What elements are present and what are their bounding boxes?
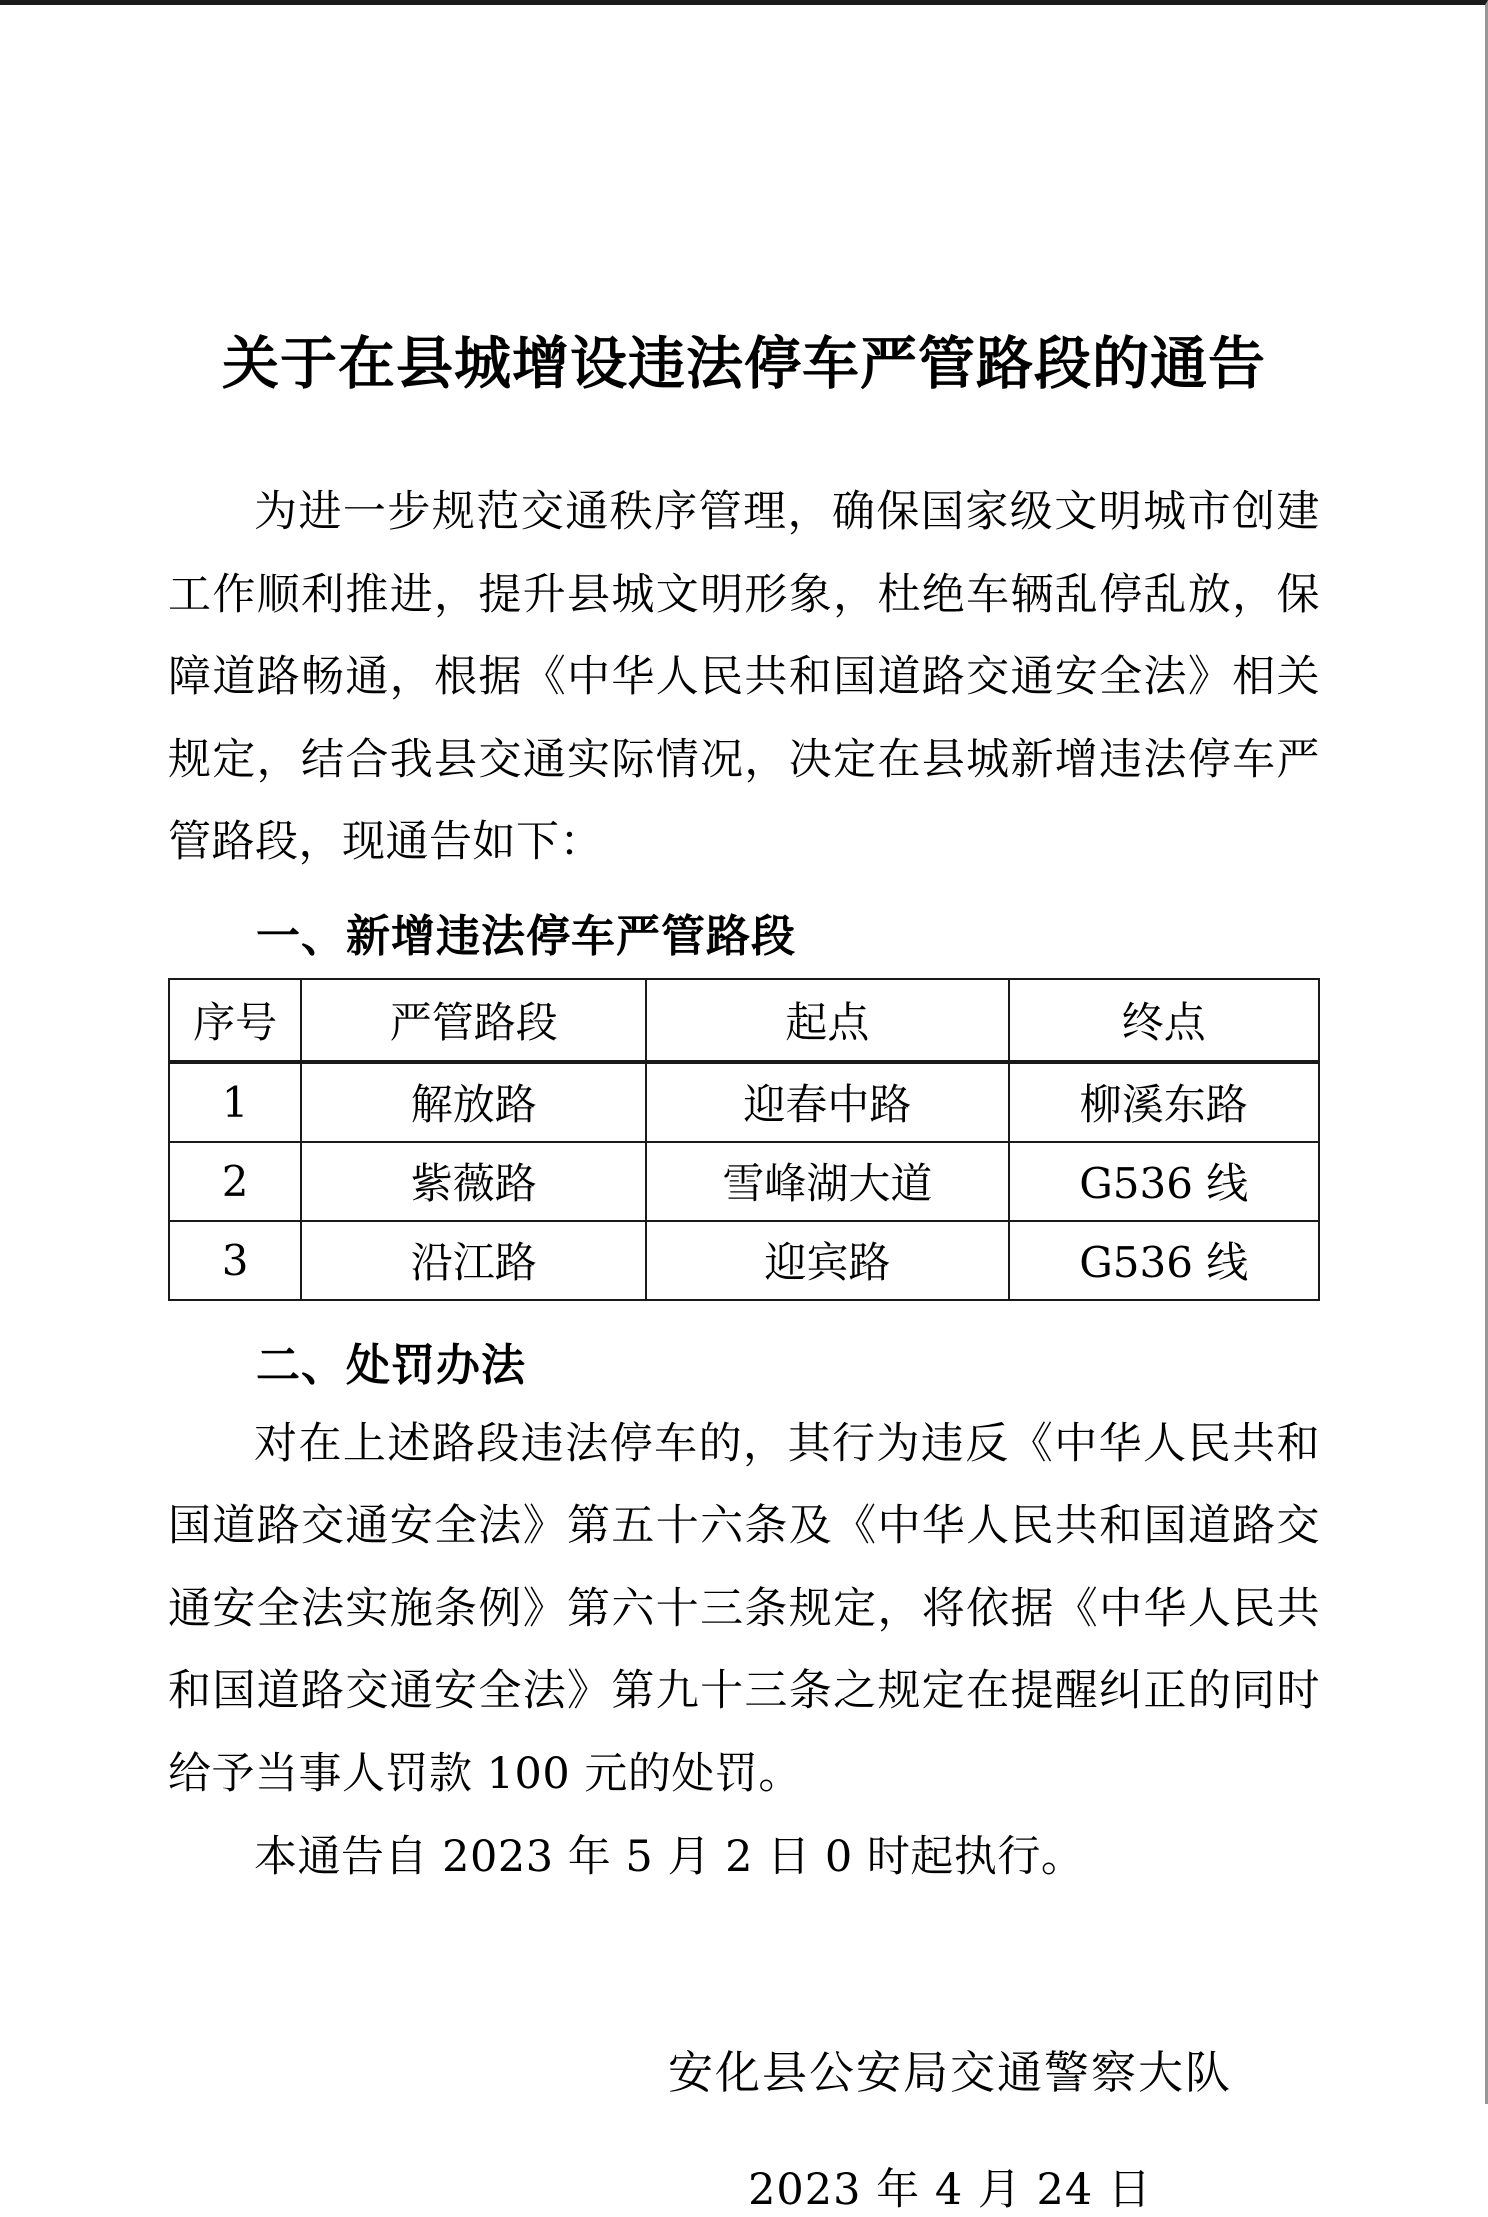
table-cell-index: 3 bbox=[169, 1221, 301, 1300]
penalty-paragraph: 对在上述路段违法停车的，其行为违反《中华人民共和国道路交通安全法》第五十六条及《中华人民共和国道路交通安全法实施条例》第六十三条规定，将依据《中华人民共和国道路交通安全法》第九十三条之规定在提醒纠正的同时给予当事人罚款 100 元的处罚。 bbox=[168, 1418, 1320, 1800]
table-cell-road: 解放路 bbox=[301, 1062, 646, 1142]
signature-block bbox=[668, 2036, 1232, 2217]
table-row bbox=[169, 1142, 1319, 1221]
table-cell-road: 紫薇路 bbox=[301, 1142, 646, 1221]
document-date: 2023 年 4 月 24 日 bbox=[748, 2165, 1152, 2216]
table-cell-end: G536 线 bbox=[1009, 1142, 1320, 1221]
table-row bbox=[169, 1221, 1319, 1300]
table-cell-index: 2 bbox=[169, 1142, 301, 1221]
table-cell-start: 迎春中路 bbox=[646, 1062, 1008, 1142]
table-cell-index: 1 bbox=[169, 1062, 301, 1142]
table-cell-end: G536 线 bbox=[1009, 1221, 1320, 1300]
section-2-heading: 二、处罚办法 bbox=[256, 1339, 526, 1391]
table-header-cell-index: 序号 bbox=[169, 979, 301, 1062]
table-header-cell-end: 终点 bbox=[1009, 979, 1320, 1062]
table-header-row bbox=[169, 979, 1319, 1062]
table-header-cell-road: 严管路段 bbox=[301, 979, 646, 1062]
table-header-cell-start: 起点 bbox=[646, 979, 1008, 1062]
intro-paragraph: 为进一步规范交通秩序管理，确保国家级文明城市创建工作顺利推进，提升县城文明形象，杜绝车辆乱停乱放，保障道路畅通，根据《中华人民共和国道路交通安全法》相关规定，结合我县交通实际情况，决定在县城新增违法停车严管路段，现通告如下： bbox=[168, 487, 1320, 868]
table-cell-end: 柳溪东路 bbox=[1009, 1062, 1320, 1142]
effective-date-paragraph: 本通告自 2023 年 5 月 2 日 0 时起执行。 bbox=[254, 1831, 1085, 1882]
signature: 安化县公安局交通警察大队 bbox=[667, 2046, 1232, 2100]
page-title: 关于在县城增设违法停车严管路段的通告 bbox=[222, 330, 1266, 397]
section-1-heading: 一、新增违法停车严管路段 bbox=[256, 910, 796, 962]
table-cell-road: 沿江路 bbox=[301, 1221, 646, 1300]
road-sections-table bbox=[168, 978, 1320, 1301]
table-cell-start: 迎宾路 bbox=[646, 1221, 1008, 1300]
table-row bbox=[169, 1062, 1319, 1142]
table-cell-start: 雪峰湖大道 bbox=[646, 1142, 1008, 1221]
